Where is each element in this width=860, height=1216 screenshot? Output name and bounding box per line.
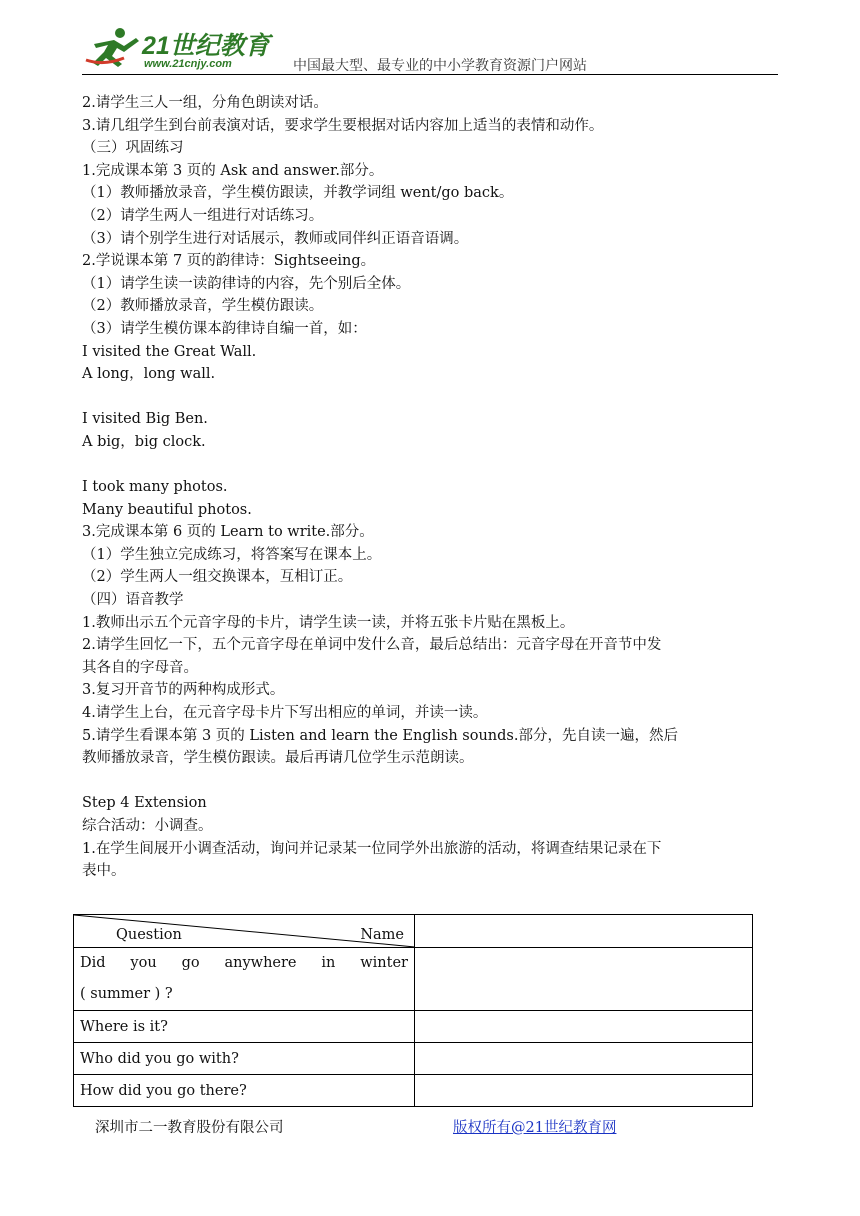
- question-cell: Where is it?: [74, 1011, 415, 1043]
- table-row: [74, 948, 753, 1011]
- text-line: 2.学说课本第 7 页的韵律诗：Sightseeing。: [82, 253, 376, 270]
- text-line: 1.在学生间展开小调查活动，询问并记录某一位同学外出旅游的活动，将调查结果记录在下: [82, 840, 662, 857]
- question-text: Did you go anywhere in winter: [80, 955, 408, 971]
- text-line: 2.请学生三人一组，分角色朗读对话。: [82, 95, 328, 111]
- step-heading: Step 4 Extension: [82, 795, 207, 812]
- text-line: （3）请学生模仿课本韵律诗自编一首，如：: [82, 320, 367, 337]
- text-line: 教师播放录音，学生模仿跟读。最后再请几位学生示范朗读。: [82, 750, 474, 767]
- section-heading: （四）语音教学: [82, 592, 184, 609]
- site-logo[interactable]: [82, 22, 292, 72]
- answer-cell[interactable]: [415, 1075, 753, 1107]
- text-line: （2）请学生两人一组进行对话练习。: [82, 207, 324, 224]
- header-slogan: 中国最大型、最专业的中小学教育资源门户网站: [293, 58, 587, 74]
- blank-line: [82, 386, 780, 409]
- text-line: 3.完成课本第 6 页的 Learn to write.部分。: [82, 524, 374, 541]
- poem-line: I visited Big Ben.: [82, 411, 208, 428]
- answer-cell[interactable]: [415, 1043, 753, 1075]
- text-line: （2）学生两人一组交换课本，互相订正。: [82, 569, 353, 586]
- text-line: 综合活动：小调查。: [82, 818, 213, 834]
- text-line: （3）请个别学生进行对话展示，教师或同伴纠正语音语调。: [82, 230, 469, 247]
- header-question: Question: [116, 927, 182, 943]
- header-divider: [82, 74, 778, 75]
- text-line: （1）学生独立完成练习，将答案写在课本上。: [82, 546, 382, 563]
- footer-company: 深圳市二一教育股份有限公司: [95, 1120, 284, 1136]
- answer-cell[interactable]: [415, 1011, 753, 1043]
- question-text: ( summer ) ?: [80, 986, 173, 1002]
- table-row: [74, 1043, 753, 1075]
- poem-line: I took many photos.: [82, 479, 228, 496]
- text-line: 3.复习开音节的两种构成形式。: [82, 682, 285, 699]
- text-line: （2）教师播放录音，学生模仿跟读。: [82, 298, 324, 315]
- answer-cell[interactable]: [415, 915, 753, 948]
- text-line: 1.完成课本第 3 页的 Ask and answer.部分。: [82, 162, 384, 179]
- text-line: 其各自的字母音。: [82, 659, 198, 676]
- question-cell: [74, 948, 415, 1011]
- survey-table: [73, 914, 753, 1107]
- footer-copyright-link[interactable]: 版权所有@21世纪教育网: [453, 1120, 617, 1136]
- question-cell: How did you go there?: [74, 1075, 415, 1107]
- text-line: 1.教师出示五个元音字母的卡片，请学生读一读，并将五张卡片贴在黑板上。: [82, 614, 575, 631]
- runner-logo-icon: [84, 26, 142, 68]
- poem-line: A big，big clock.: [82, 433, 206, 450]
- document-body: [82, 92, 780, 883]
- poem-line: Many beautiful photos.: [82, 501, 252, 518]
- text-line: （1）教师播放录音，学生模仿跟读，并教学词组 went/go back。: [82, 185, 514, 202]
- table-header-cell: [74, 915, 415, 948]
- page-header: [82, 22, 778, 76]
- logo-url: www.21cnjy.com: [144, 58, 232, 70]
- text-line: 表中。: [82, 863, 126, 880]
- blank-line: [82, 454, 780, 477]
- poem-line: A long，long wall.: [82, 366, 216, 383]
- text-line: 4.请学生上台，在元音字母卡片下写出相应的单词，并读一读。: [82, 705, 488, 722]
- text-line: 2.请学生回忆一下，五个元音字母在单词中发什么音，最后总结出：元音字母在开音节中发: [82, 637, 662, 654]
- poem-line: I visited the Great Wall.: [82, 343, 257, 360]
- table-row: [74, 1011, 753, 1043]
- logo-text: 21世纪教育: [142, 32, 270, 60]
- header-name: Name: [360, 927, 404, 943]
- question-cell: Who did you go with?: [74, 1043, 415, 1075]
- answer-cell[interactable]: [415, 948, 753, 1011]
- table-row: [74, 1075, 753, 1107]
- text-line: （1）请学生读一读韵律诗的内容，先个别后全体。: [82, 275, 411, 292]
- blank-line: [82, 770, 780, 793]
- text-line: 3.请几组学生到台前表演对话，要求学生要根据对话内容加上适当的表情和动作。: [82, 117, 604, 134]
- section-heading: （三）巩固练习: [82, 140, 184, 157]
- text-line: 5.请学生看课本第 3 页的 Listen and learn the English sounds.部分，先自读一遍，然后: [82, 727, 678, 744]
